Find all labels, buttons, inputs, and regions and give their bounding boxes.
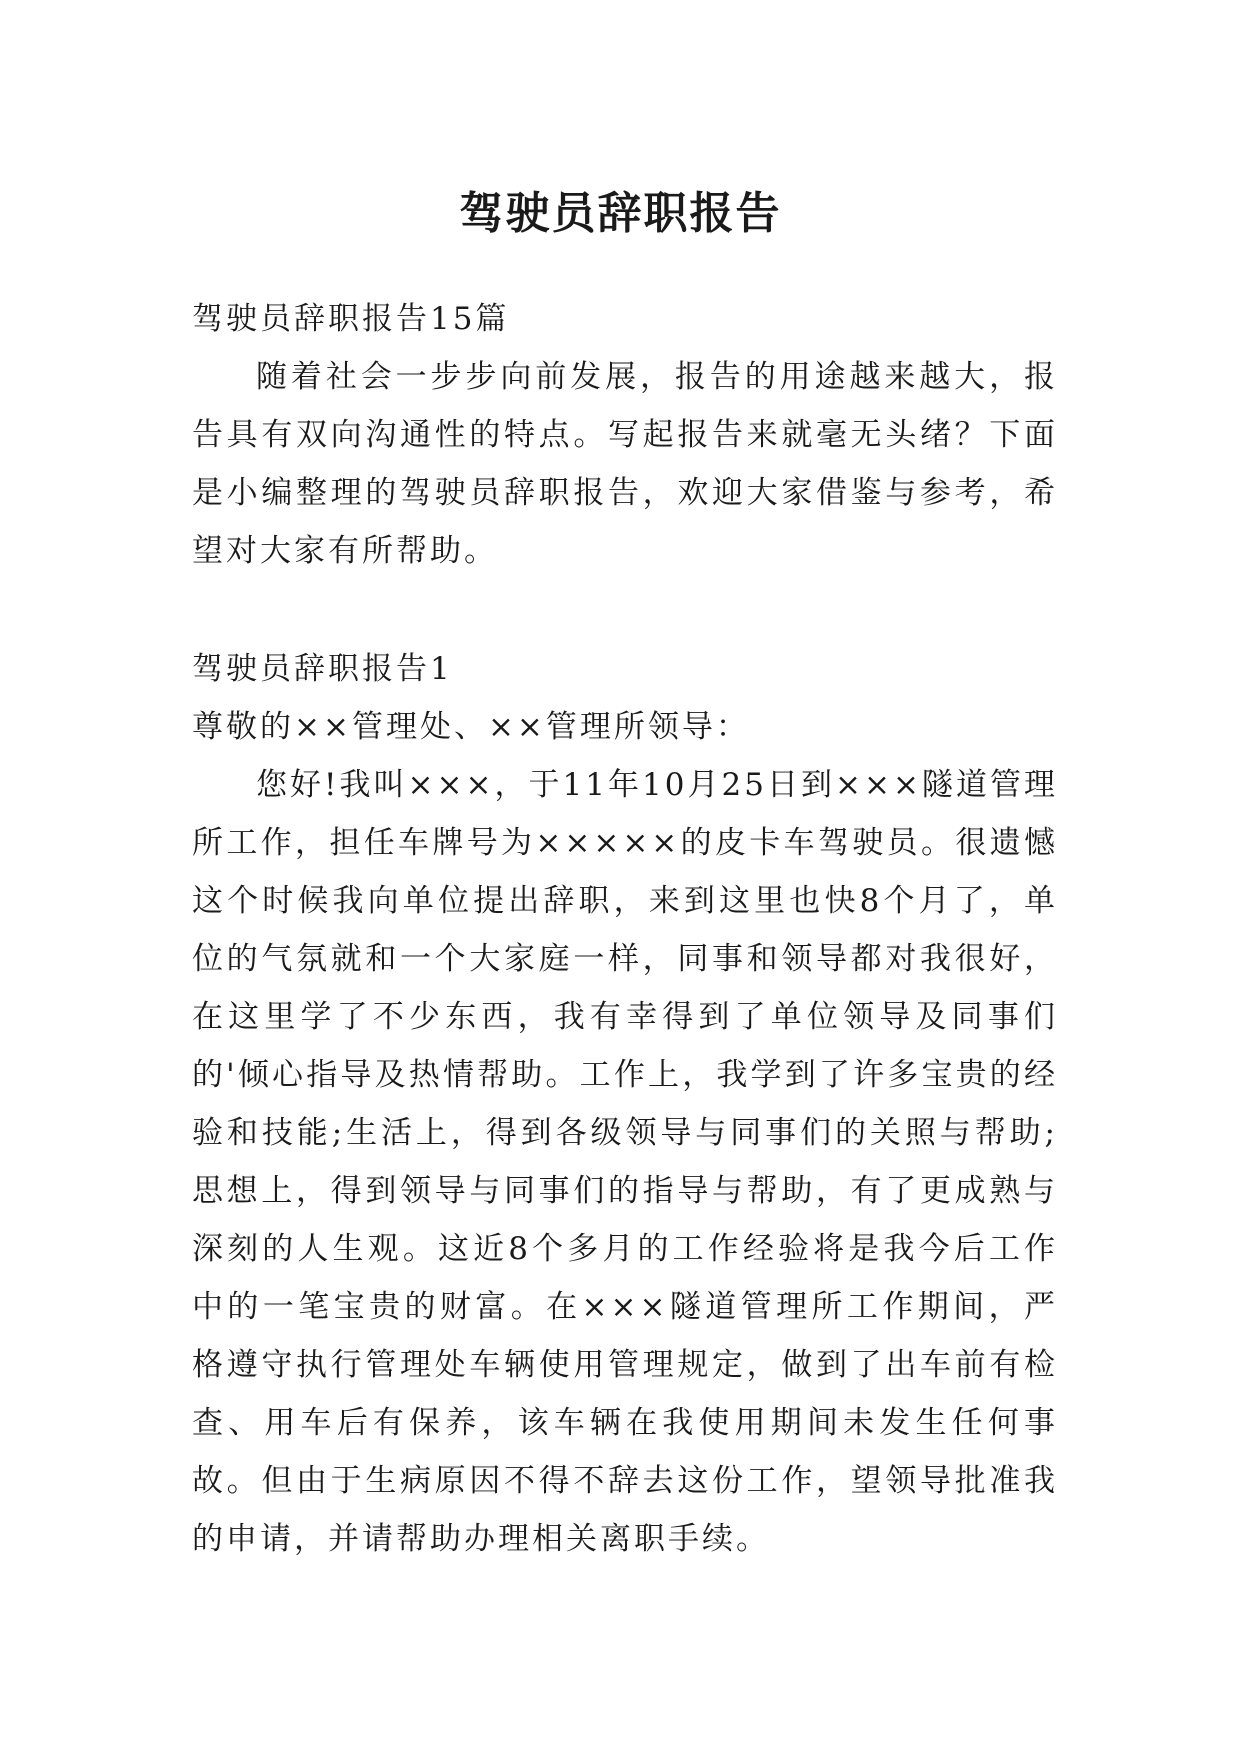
body-paragraph: 您好!我叫×××，于11年10月25日到×××隧道管理所工作，担任车牌号为×××××的皮卡车驾驶员。很遗憾这个时候我向单位提出辞职，来到这里也快8个月了，单位的气氛就和一个大家庭一样，同事和领导都对我很好，在这里学了不少东西，我有幸得到了单位领导及同事们的'倾心指导及热情帮助。工作上，我学到了许多宝贵的经验和技能;生活上，得到各级领导与同事们的关照与帮助;思想上，得到领导与同事们的指导与帮助，有了更成熟与深刻的人生观。这近8个多月的工作经验将是我今后工作中的一笔宝贵的财富。在×××隧道管理所工作期间，严格遵守执行管理处车辆使用管理规定，做到了出车前有检查、用车后有保养，该车辆在我使用期间未发生任何事故。但由于生病原因不得不辞去这份工作，望领导批准我的申请，并请帮助办理相关离职手续。 (192, 767, 1058, 1557)
section-heading: 驾驶员辞职报告1 (192, 651, 453, 687)
document-title: 驾驶员辞职报告 (459, 188, 782, 240)
intro-paragraph: 随着社会一步步向前发展，报告的用途越来越大，报告具有双向沟通性的特点。写起报告来就毫无头绪？下面是小编整理的驾驶员辞职报告，欢迎大家借鉴与参考，希望对大家有所帮助。 (192, 359, 1058, 569)
document-content (192, 290, 1058, 1568)
subtitle: 驾驶员辞职报告15篇 (192, 301, 510, 337)
salutation: 尊敬的××管理处、××管理所领导： (192, 709, 750, 745)
section-spacer (192, 580, 1058, 640)
